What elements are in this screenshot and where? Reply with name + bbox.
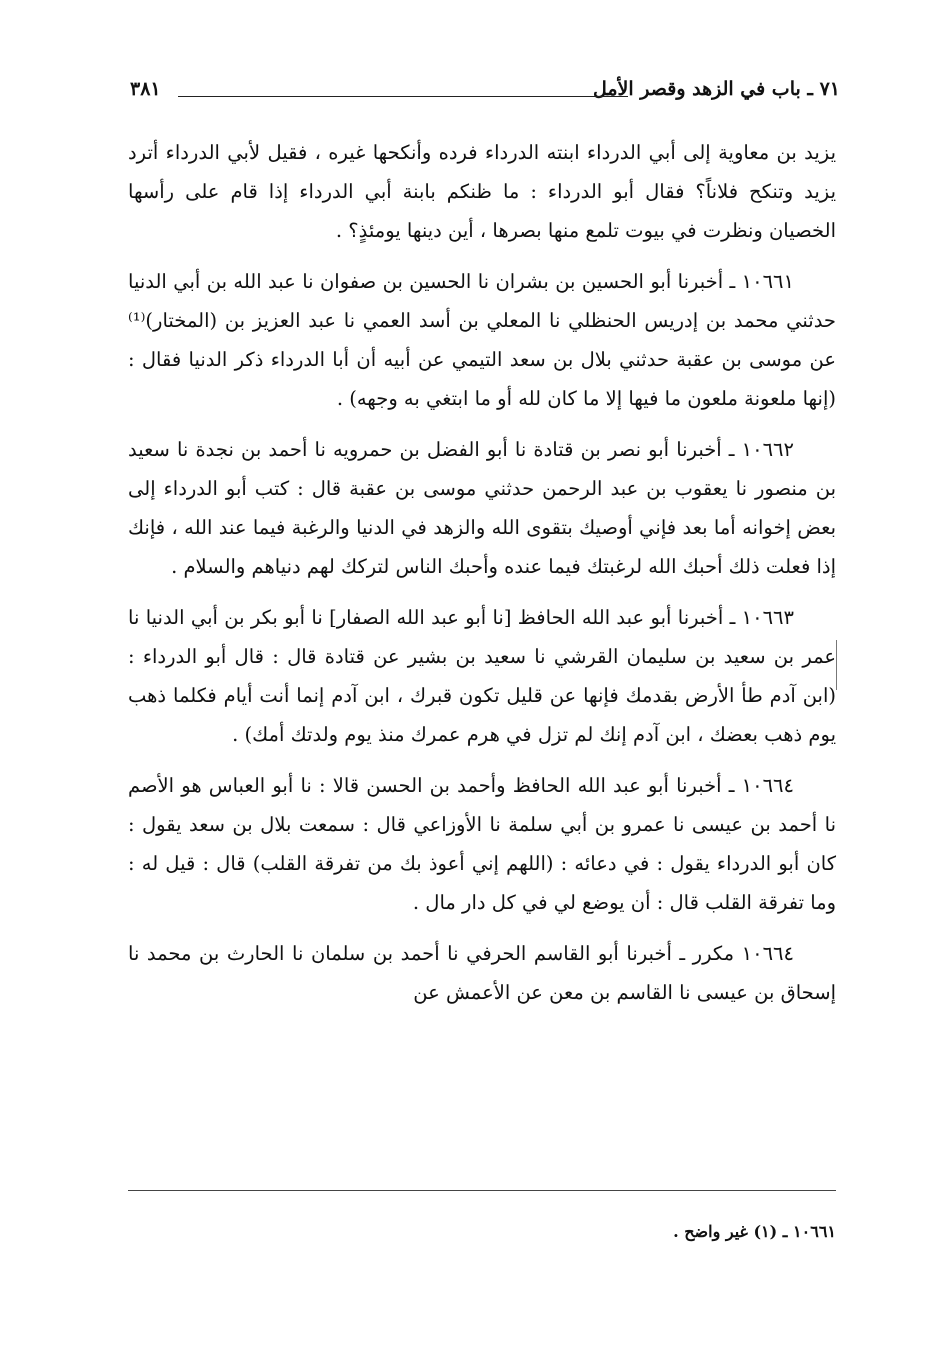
hadith-10663: ١٠٦٦٣ ـ أخبرنا أبو عبد الله الحافظ [نا أبو عبد الله الصفار] نا أبو بكر بن أبي الدنيا نا عمر بن سعيد بن سليمان القرشي نا سعيد بن بشير عن قتادة قال : قال أبو الدرداء : (ابن آدم طأ الأرض بقدمك فإنها عن قليل تكون قبرك ، ابن آدم إنما أنت أيام فكلما ذهب يوم ذهب بعضك ، ابن آدم إنك لم تزل في هرم عمرك منذ يوم ولدتك أمك) . (128, 606, 836, 746)
running-title: ٧١ ـ باب في الزهد وقصر الأمل (592, 78, 840, 100)
header-rule (178, 96, 628, 97)
hadith-10664-repeat: ١٠٦٦٤ مكرر ـ أخبرنا أبو القاسم الحرفي نا أحمد بن سلمان نا الحارث بن محمد نا إسحاق بن عيسى نا القاسم بن معن عن الأعمش عن (128, 942, 836, 1004)
hadith-10662: ١٠٦٦٢ ـ أخبرنا أبو نصر بن قتادة نا أبو الفضل بن حمرويه نا أحمد بن نجدة نا سعيد بن منصور نا يعقوب بن عبد الرحمن حدثني موسى بن عقبة قال : كتب أبو الدرداء إلى بعض إخوانه أما بعد فإني أوصيك بتقوى الله والزهد في الدنيا والرغبة فيما عند الله ، فإنك إذا فعلت ذلك أحبك الله لرغبتك فيما عنده وأحبك الناس لتركك لهم دنياهم والسلام . (128, 438, 836, 578)
margin-mark (836, 640, 839, 690)
hadith-10661: ١٠٦٦١ ـ أخبرنا أبو الحسين بن بشران نا الحسين بن صفوان نا عبد الله بن أبي الدنيا حدثني محمد بن إدريس الحنظلي نا المعلي بن أسد العمي نا عبد العزيز بن (المختار)⁽¹⁾ عن موسى بن عقبة حدثني بلال بن سعد التيمي عن أبيه أن أبا الدرداء ذكر الدنيا فقال : (إنها ملعونة ملعون ما فيها إلا ما كان لله أو ما ابتغي به وجهه) . (128, 270, 836, 410)
page-number: ٣٨١ (130, 78, 161, 100)
footnote-rule (128, 1190, 836, 1191)
footnote: ١٠٦٦١ ـ (١) غير واضح . (673, 1222, 836, 1241)
hadith-10664: ١٠٦٦٤ ـ أخبرنا أبو عبد الله الحافظ وأحمد بن الحسن قالا : نا أبو العباس هو الأصم نا أحمد بن عيسى نا عمرو بن أبي سلمة نا الأوزاعي قال : سمعت بلال بن سعد يقول : كان أبو الدرداء يقول : في دعائه : (اللهم إني أعوذ بك من تفرقة القلب) قال : قيل له : وما تفرقة القلب قال : أن يوضع لي في كل دار مال . (128, 774, 836, 914)
paragraph-continuation: يزيد بن معاوية إلى أبي الدرداء ابنته الدرداء فرده وأنكحها غيره ، فقيل لأبي الدرداء أترد يزيد وتنكح فلاناً؟ فقال أبو الدرداء : ما ظنكم بابنة أبي الدرداء إذا قام على رأسها الخصيان ونظرت في بيوت تلمع منها بصرها ، أين دينها يومئذٍ؟ . (128, 141, 836, 242)
main-text (128, 133, 836, 1024)
page-header (120, 72, 840, 112)
